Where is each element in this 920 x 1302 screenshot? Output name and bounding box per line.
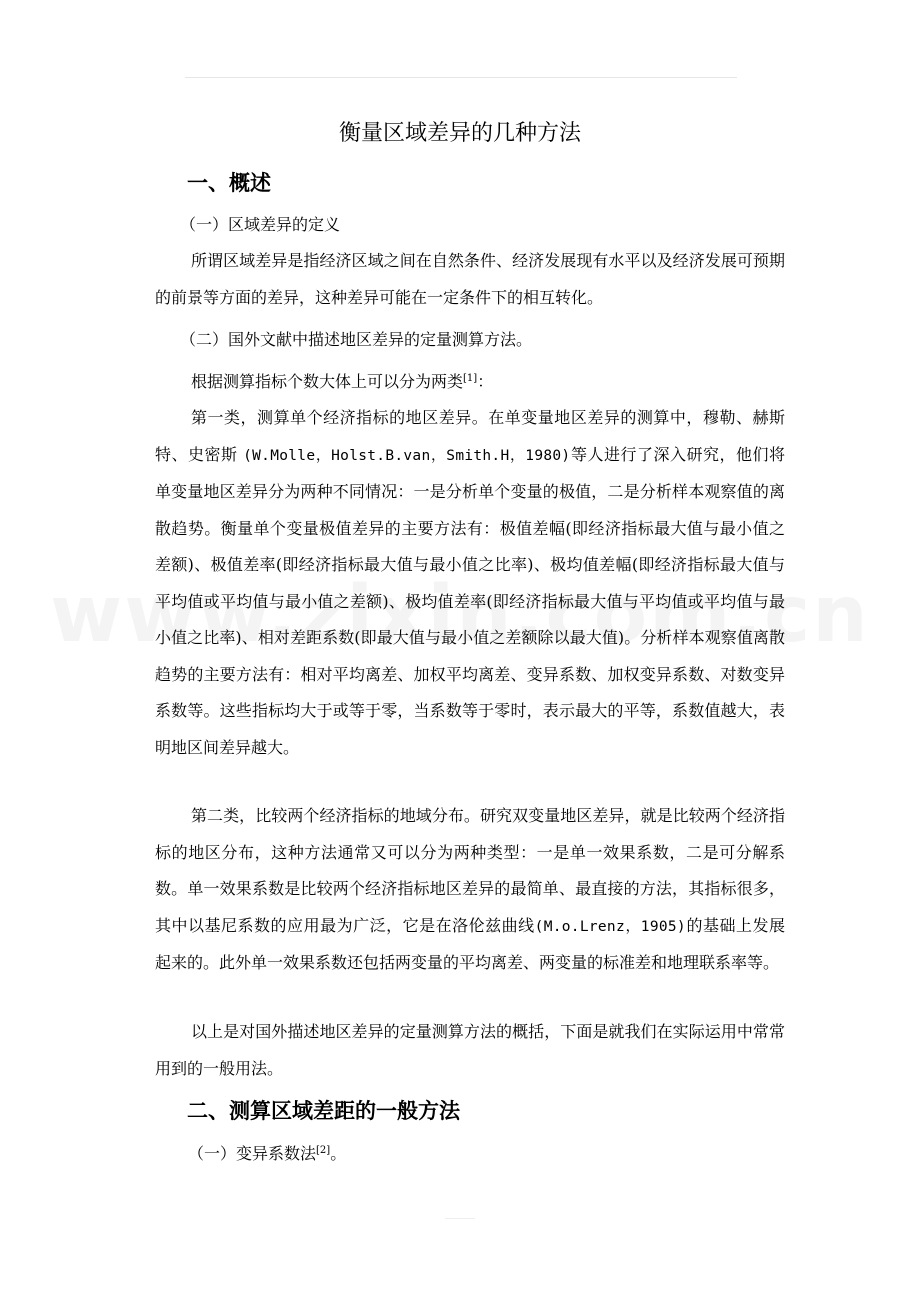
document-title: 衡量区域差异的几种方法 [338, 121, 581, 146]
paragraph-first-class-text [155, 400, 785, 766]
second-class-text-a: 第二类，比较两个经济指标的地域分布。研究双变量地区差异，就是比较两个经济指标的地区分布，这种方法通常又可以分为两种类型：一是单一效果系数，二是可分解系数。单一效果系数是比较两个经济指标地区差异的最简单、最直接的方法，其指标很多，其中以基尼系数的应用最为广泛，它是在洛伦兹曲线 [155, 806, 785, 935]
subsection-2-1-punct: 。 [330, 1144, 347, 1163]
paragraph-definition [155, 243, 785, 316]
subsection-1-1-heading: （一）区域差异的定义 [180, 215, 341, 234]
paragraph-definition-text: 所谓区域差异是指经济区域之间在自然条件、经济发展现有水平以及经济发展可预期的前景等方面的差异，这种差异可能在一定条件下的相互转化。 [155, 251, 785, 307]
intro-text: 根据测算指标个数大体上可以分为两类 [191, 372, 464, 391]
first-class-text-b: 等人进行了深入研究，他们将单变量地区差异分为两种不同情况：一是分析单个变量的极值，二是分析样本观察值的离散趋势。衡量单个变量极值差异的主要方法有：极值差幅(即经济指标最大值与最小值之差额)、极值差率(即经济指标最大值与最小值之比率)、极均值差幅(即经济指标最大值与平均值或平均值与最小值之差额)、极均值差率(即经济指标最大值与平均值或平均值与最小值之比率)、相对差距系数(即最大值与最小值之差额除以最大值)。分析样本观察值离散趋势的主要方法有：相对平均离差、加权平均离差、变异系数、加权变异系数、对数变异系数等。这些指标均大于或等于零，当系数等于零时，表示最大的平等，系数值越大，表明地区间差异越大。 [155, 444, 785, 757]
paragraph-first-class [155, 400, 785, 766]
citation-ref-2: [2] [316, 1145, 331, 1156]
paragraph-intro [155, 364, 785, 401]
intro-punct: ： [477, 372, 494, 391]
paragraph-intro-text [155, 364, 785, 401]
subsection-1-2-heading: （二）国外文献中描述地区差异的定量测算方法。 [180, 330, 533, 349]
second-class-text-b: 的基础上发展起来的。此外单一效果系数还包括两变量的平均离差、两变量的标准差和地理联系率等。 [155, 915, 785, 972]
footer-mark [445, 1218, 475, 1219]
first-class-citation: (W.Molle，Holst.B.van，Smith.H，1980) [243, 447, 571, 464]
header-rule [185, 77, 737, 78]
second-class-citation: (M.o.Lrenz，1905) [534, 918, 686, 935]
paragraph-second-class [155, 798, 785, 982]
paragraph-second-class-text [155, 798, 785, 982]
paragraph-summary [155, 1014, 785, 1087]
citation-ref-1: [1] [463, 373, 478, 384]
section-2-heading: 二、测算区域差距的一般方法 [187, 1099, 460, 1123]
section-1-heading: 一、概述 [187, 171, 271, 195]
first-class-text-a: 第一类，测算单个经济指标的地区差异。在单变量地区差异的测算中，穆勒、赫斯特、史密斯 [155, 408, 785, 464]
subsection-2-1-heading [188, 1141, 346, 1167]
paragraph-summary-text: 以上是对国外描述地区差异的定量测算方法的概括，下面是就我们在实际运用中常常用到的一般用法。 [155, 1022, 785, 1078]
subsection-2-1-text: （一）变异系数法 [188, 1144, 317, 1163]
